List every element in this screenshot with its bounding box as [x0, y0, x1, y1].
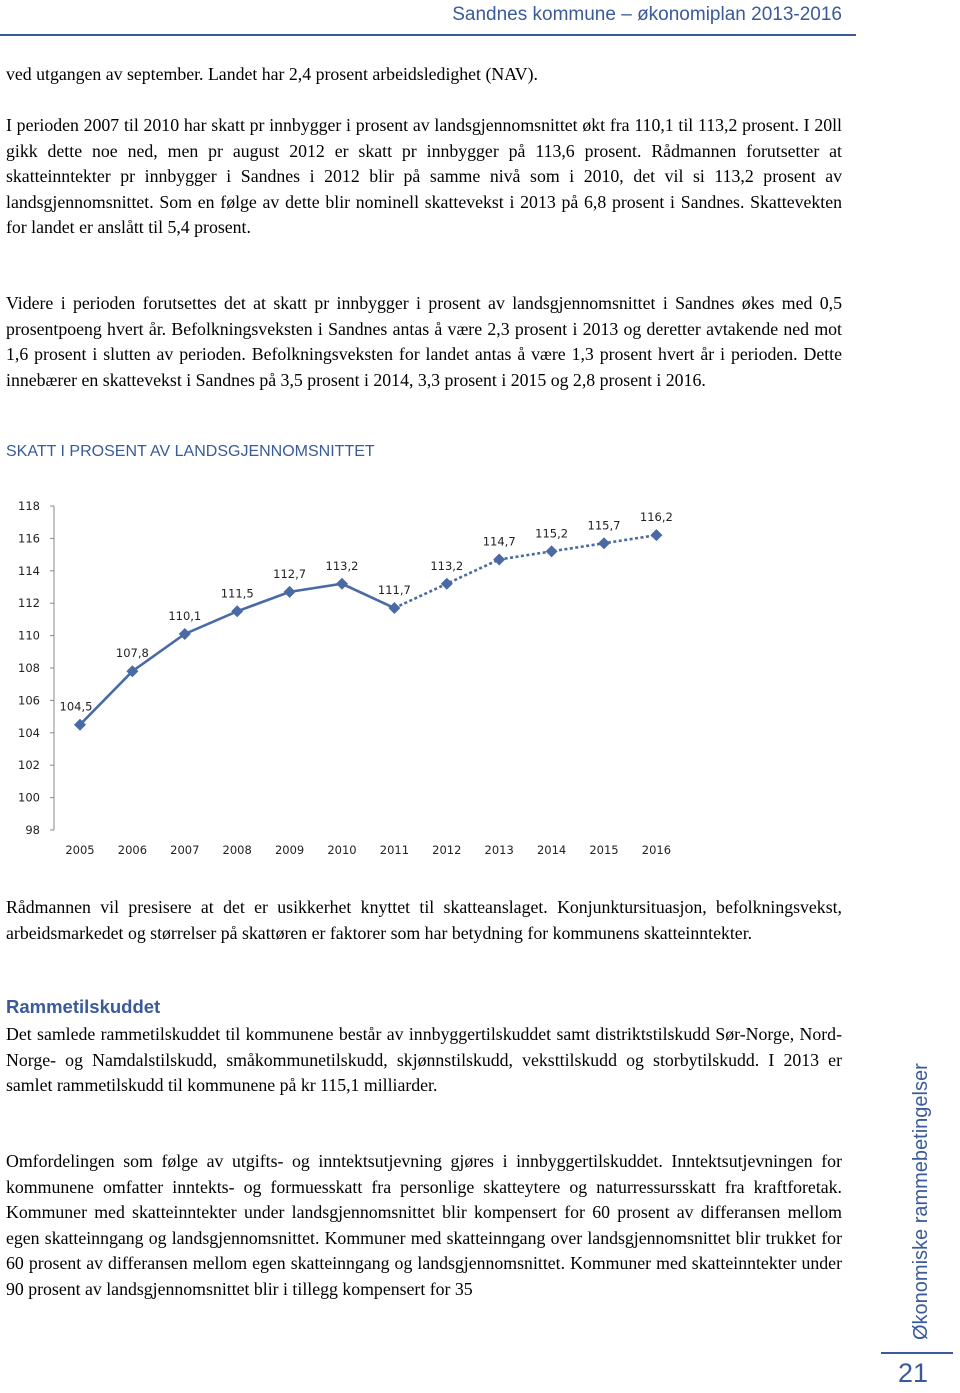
- paragraph-unemployment: ved utgangen av september. Landet har 2,4 prosent arbeidsledighet (NAV).: [6, 64, 538, 84]
- data-point-marker: [231, 605, 243, 617]
- x-tick-label: 2012: [432, 843, 462, 857]
- data-label: 113,2: [325, 558, 359, 573]
- data-label: 111,7: [377, 583, 411, 598]
- data-label: 104,5: [59, 699, 93, 714]
- y-tick-label: 100: [18, 790, 40, 805]
- data-label: 116,2: [639, 510, 673, 525]
- header-title: Sandnes kommune – økonomiplan 2013-2016: [452, 4, 842, 25]
- y-tick-label: 110: [18, 628, 40, 643]
- paragraph-tax-per-capita: I perioden 2007 til 2010 har skatt pr innbygger i prosent av landsgjennomsnittet økt fra 110,1 til 113,2 prosent. I 20ll gikk dette noe ned, men pr august 2012 er skatt pr innbygger på 113,6 prosent. Rådmannen forutsetter at skatteinntekter pr innbygger i Sandnes i 2012 blir på samme nivå som i 2010, det vil si 113,2 prosent av landsgjennomsnittet. Som en følge av dette blir nominell skattevekst i 2013 på 6,8 prosent i Sandnes. Skattevekten for landet er anslått til 5,4 prosent.: [6, 115, 842, 238]
- x-tick-label: 2013: [484, 843, 514, 857]
- data-point-marker: [598, 537, 610, 549]
- y-tick-label: 102: [18, 758, 40, 773]
- y-tick-label: 104: [18, 725, 40, 740]
- x-tick-label: 2008: [222, 843, 252, 857]
- data-label: 115,7: [587, 518, 621, 533]
- data-point-marker: [336, 578, 348, 590]
- y-tick-label: 108: [18, 661, 40, 675]
- x-tick-label: 2005: [65, 843, 95, 857]
- data-label: 114,7: [482, 534, 516, 549]
- y-tick-label: 106: [18, 693, 40, 708]
- section-heading: Rammetilskuddet: [6, 996, 161, 1017]
- paragraph-redistribution: Omfordelingen som følge av utgifts- og inntektsutjevning gjøres i innbyggertilskuddet. Inntektsutjevningen for kommunene omfatter inntekts- og formuesskatt fra personlige skatteytere og naturressursskatt fra kraftforetak. Kommuner med skatteinntekter under landsgjennomsnittet blir kompensert for 60 prosent av differansen mellom egen skatteinngang og landsgjennomsnittet. Kommuner med skatteinngang over landsgjennomsnittet blir trukket for 60 prosent av differansen mellom egen skatteinngang og landsgjennomsnittet. Kommuner med skatteinntekter under 90 prosent av landsgjennomsnittet blir i tillegg kompensert for 35: [6, 1151, 842, 1299]
- data-point-marker: [441, 578, 453, 590]
- paragraph-block-grant: Det samlede rammetilskuddet til kommunene består av innbyggertilskuddet samt distriktstilskudd Sør-Norge, Nord-Norge- og Namdalstilskudd, småkommunetilskudd, skjønnstilskudd, veksttilskudd og storbytilskudd. I 2013 er samlet rammetilskudd til kommunene på kr 115,1 milliarder.: [6, 1024, 842, 1096]
- x-tick-label: 2006: [117, 843, 148, 857]
- data-label: 115,2: [535, 526, 569, 541]
- x-tick-label: 2016: [641, 843, 672, 857]
- side-label: Økonomiske rammebetingelser: [910, 1063, 932, 1340]
- y-tick-label: 116: [18, 531, 40, 546]
- header-rule: [0, 34, 856, 36]
- data-label: 112,7: [273, 566, 307, 581]
- y-tick-label: 114: [18, 563, 40, 578]
- y-tick-label: 98: [25, 823, 40, 837]
- data-label: 107,8: [115, 646, 149, 661]
- data-label: 110,1: [168, 608, 202, 623]
- tax-line-chart: [0, 490, 700, 870]
- x-tick-label: 2007: [170, 843, 200, 857]
- page-number: 21: [898, 1358, 929, 1388]
- side-rule: [881, 1352, 953, 1354]
- x-tick-label: 2009: [274, 843, 305, 857]
- x-tick-label: 2014: [536, 843, 567, 857]
- data-label: 113,2: [430, 558, 464, 573]
- data-point-marker: [388, 602, 400, 614]
- data-point-marker: [284, 586, 296, 598]
- x-tick-label: 2010: [327, 843, 357, 857]
- x-tick-label: 2015: [589, 843, 619, 857]
- data-point-marker: [493, 553, 505, 565]
- y-tick-label: 118: [18, 499, 40, 513]
- data-label: 111,5: [220, 586, 254, 601]
- paragraph-tax-growth: Videre i perioden forutsettes det at skatt pr innbygger i prosent av landsgjennomsnittet i Sandnes økes med 0,5 prosentpoeng hvert år. Befolkningsveksten i Sandnes antas å være 2,3 prosent i 2013 og deretter avtakende ned mot 1,6 prosent i slutten av perioden. Befolkningsveksten for landet antas å være 1,3 prosent hvert år i perioden. Dette innebærer en skattevekst i Sandnes på 3,5 prosent i 2014, 3,3 prosent i 2015 og 2,8 prosent i 2016.: [6, 293, 842, 390]
- chart-title: SKATT I PROSENT AV LANDSGJENNOMSNITTET: [6, 443, 375, 460]
- data-point-marker: [546, 545, 558, 557]
- data-point-marker: [650, 529, 662, 541]
- x-tick-label: 2011: [379, 843, 410, 857]
- y-tick-label: 112: [18, 596, 40, 611]
- paragraph-uncertainty: Rådmannen vil presisere at det er usikkerhet knyttet til skatteanslaget. Konjunktursituasjon, befolkningsvekst, arbeidsmarkedet og størrelser på skattøren er faktorer som har betydning for kommunens skatteinntekter.: [6, 897, 842, 943]
